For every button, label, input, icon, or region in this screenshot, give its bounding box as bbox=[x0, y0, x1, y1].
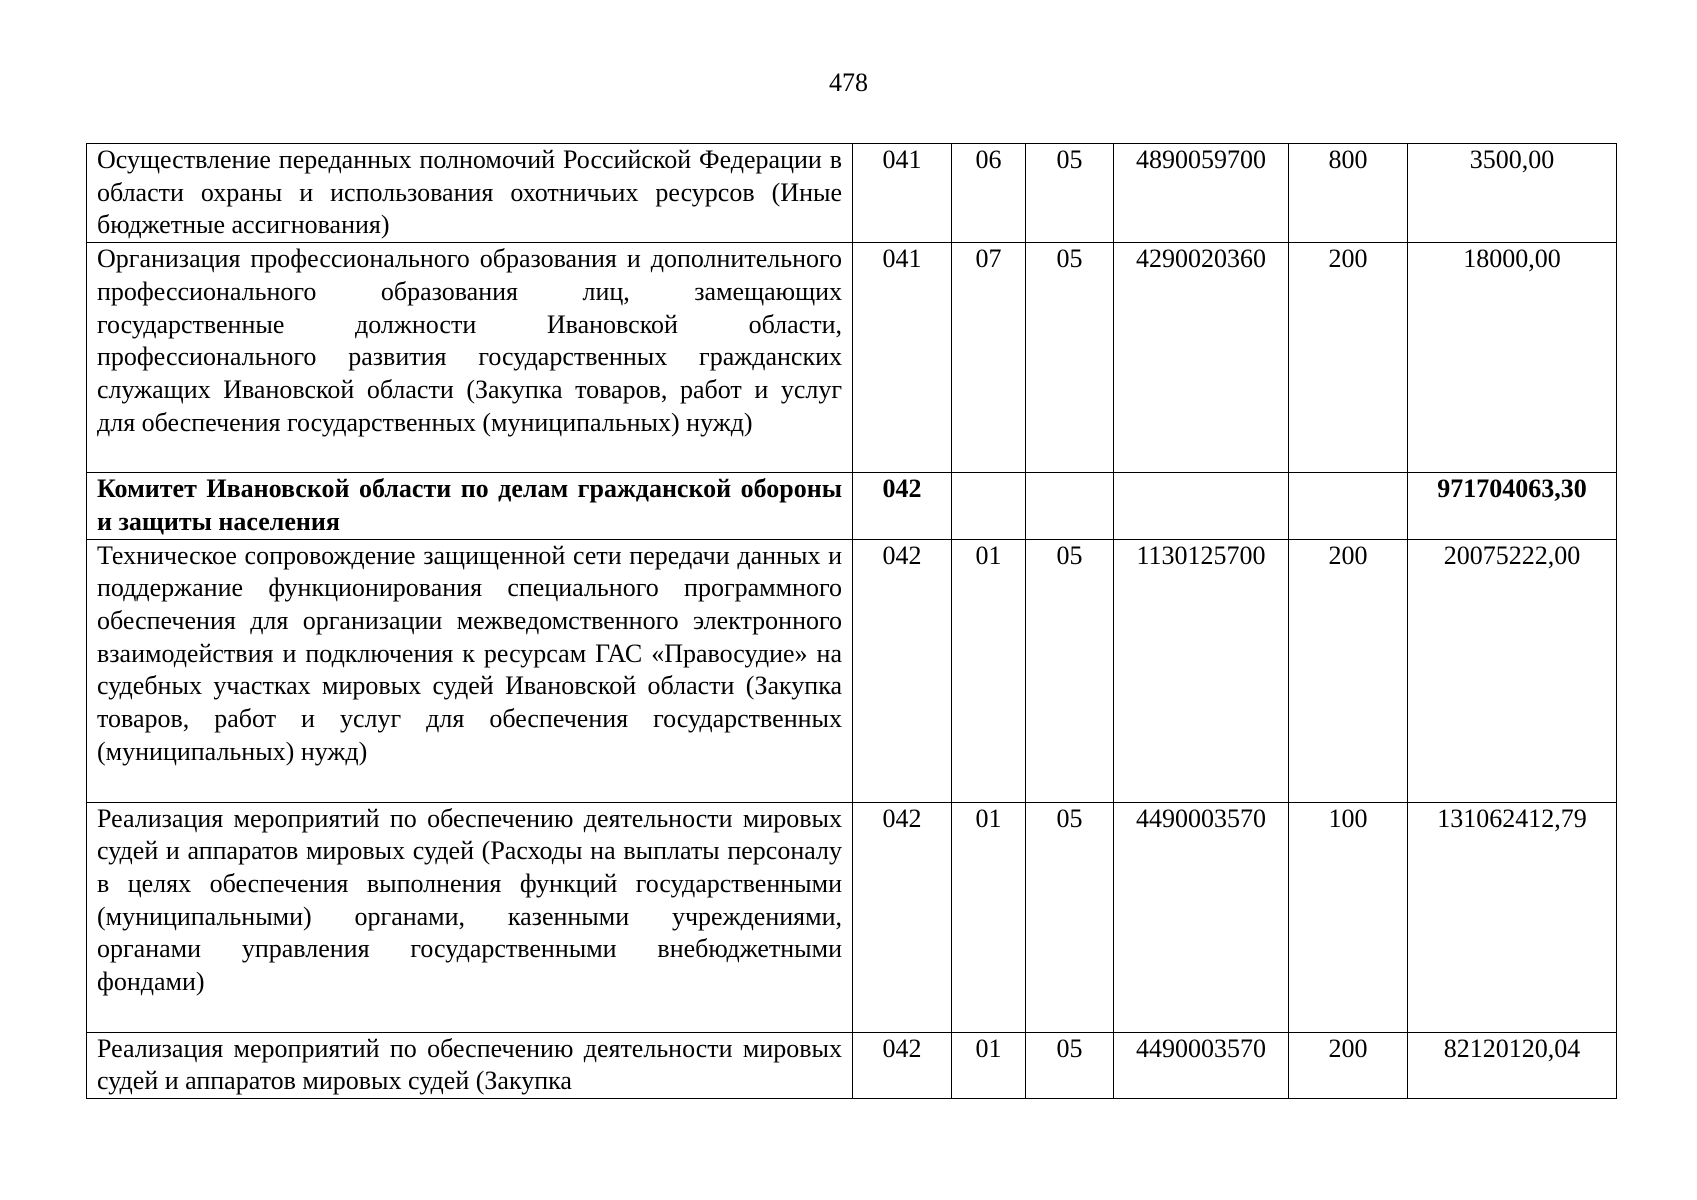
subsection-code bbox=[1026, 473, 1114, 539]
expense-type-code: 200 bbox=[1289, 243, 1408, 473]
subsection-code: 05 bbox=[1026, 802, 1114, 1032]
target-article-code: 4490003570 bbox=[1114, 1032, 1289, 1098]
amount: 131062412,79 bbox=[1408, 802, 1617, 1032]
ministry-code: 041 bbox=[853, 144, 952, 243]
ministry-code: 042 bbox=[853, 473, 952, 539]
amount: 20075222,00 bbox=[1408, 539, 1617, 802]
ministry-code: 041 bbox=[853, 243, 952, 473]
section-code: 07 bbox=[952, 243, 1026, 473]
row-description: Осуществление переданных полномочий Российской Федерации в области охраны и использования охотничьих ресурсов (Иные бюджетные ассигнования) bbox=[87, 144, 853, 243]
target-article-code: 4490003570 bbox=[1114, 802, 1289, 1032]
budget-table bbox=[86, 143, 1617, 1099]
table-row bbox=[87, 243, 1617, 473]
table-row bbox=[87, 473, 1617, 539]
target-article-code: 4290020360 bbox=[1114, 243, 1289, 473]
section-code: 01 bbox=[952, 802, 1026, 1032]
section-code: 06 bbox=[952, 144, 1026, 243]
target-article-code: 4890059700 bbox=[1114, 144, 1289, 243]
table-row bbox=[87, 144, 1617, 243]
row-description: Комитет Ивановской области по делам гражданской обороны и защиты населения bbox=[87, 473, 853, 539]
expense-type-code: 800 bbox=[1289, 144, 1408, 243]
ministry-code: 042 bbox=[853, 539, 952, 802]
expense-type-code: 200 bbox=[1289, 539, 1408, 802]
row-description: Реализация мероприятий по обеспечению деятельности мировых судей и аппаратов мировых судей (Закупка bbox=[87, 1032, 853, 1098]
row-description: Реализация мероприятий по обеспечению деятельности мировых судей и аппаратов мировых судей (Расходы на выплаты персоналу в целях обеспечения выполнения функций государственными (муниципальными) органами, казенными учреждениями, органами управления государственными внебюджетными фондами) bbox=[87, 802, 853, 1032]
expense-type-code: 100 bbox=[1289, 802, 1408, 1032]
expense-type-code: 200 bbox=[1289, 1032, 1408, 1098]
page-number: 478 bbox=[829, 68, 868, 97]
section-code bbox=[952, 473, 1026, 539]
row-description: Техническое сопровождение защищенной сети передачи данных и поддержание функционирования специального программного обеспечения для организации межведомственного электронного взаимодействия и подключения к ресурсам ГАС «Правосудие» на судебных участках мировых судей Ивановской области (Закупка товаров, работ и услуг для обеспечения государственных (муниципальных) нужд) bbox=[87, 539, 853, 802]
ministry-code: 042 bbox=[853, 1032, 952, 1098]
target-article-code: 1130125700 bbox=[1114, 539, 1289, 802]
section-code: 01 bbox=[952, 539, 1026, 802]
target-article-code bbox=[1114, 473, 1289, 539]
amount: 3500,00 bbox=[1408, 144, 1617, 243]
subsection-code: 05 bbox=[1026, 539, 1114, 802]
row-description: Организация профессионального образования и дополнительного профессионального образования лиц, замещающих государственные должности Ивановской области, профессионального развития государственных гражданских служащих Ивановской области (Закупка товаров, работ и услуг для обеспечения государственных (муниципальных) нужд) bbox=[87, 243, 853, 473]
amount: 971704063,30 bbox=[1408, 473, 1617, 539]
subsection-code: 05 bbox=[1026, 144, 1114, 243]
subsection-code: 05 bbox=[1026, 243, 1114, 473]
table-row bbox=[87, 1032, 1617, 1098]
ministry-code: 042 bbox=[853, 802, 952, 1032]
section-code: 01 bbox=[952, 1032, 1026, 1098]
subsection-code: 05 bbox=[1026, 1032, 1114, 1098]
expense-type-code bbox=[1289, 473, 1408, 539]
table-row bbox=[87, 539, 1617, 802]
table-row bbox=[87, 802, 1617, 1032]
amount: 82120120,04 bbox=[1408, 1032, 1617, 1098]
amount: 18000,00 bbox=[1408, 243, 1617, 473]
